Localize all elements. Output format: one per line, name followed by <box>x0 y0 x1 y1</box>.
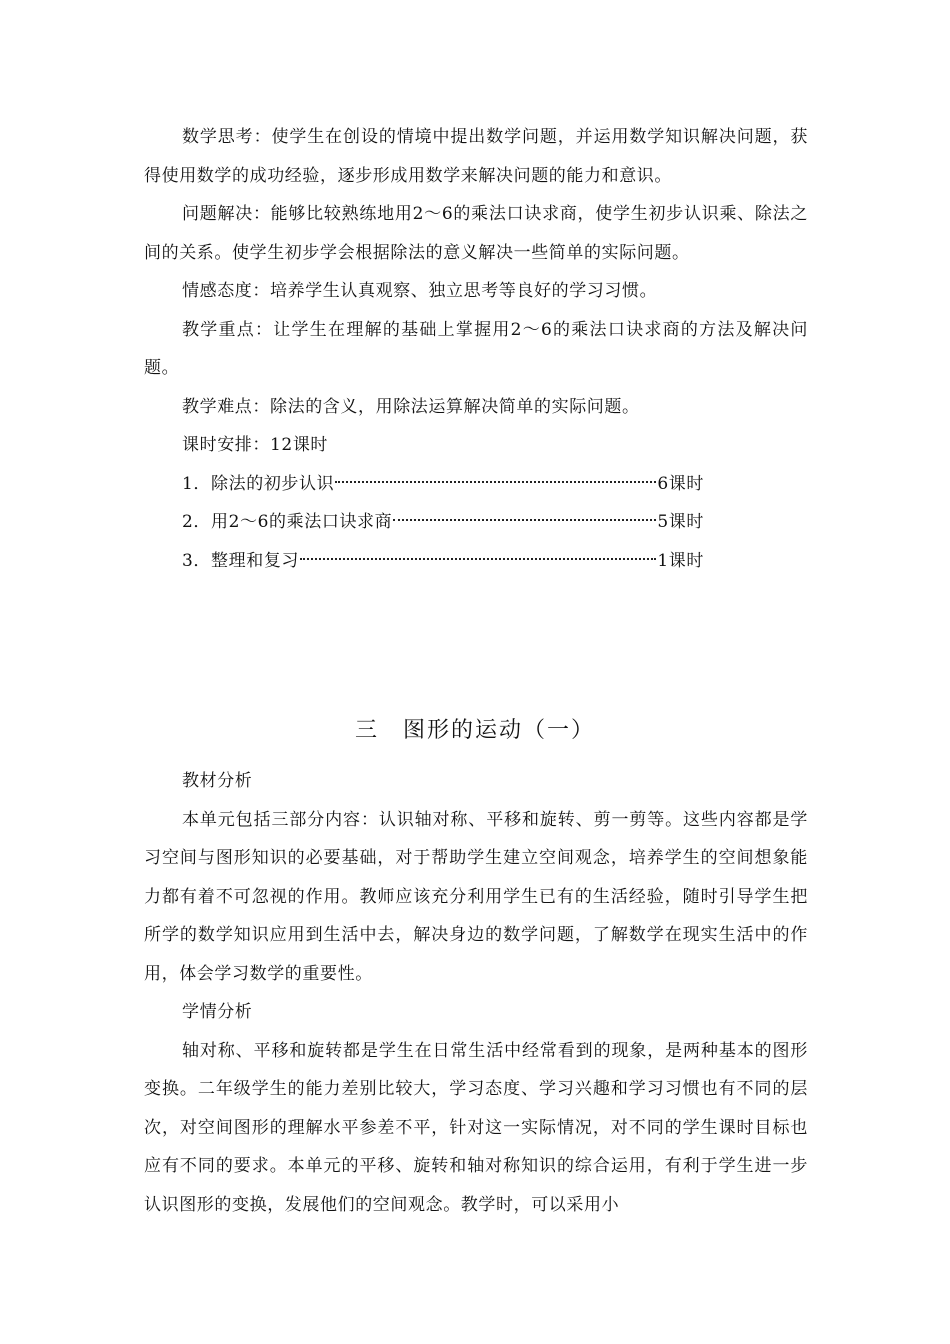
schedule-item-label: 2．用2～6的乘法口诀求商 <box>182 512 393 532</box>
goal-math-thinking: 数学思考：使学生在创设的情境中提出数学问题，并运用数学知识解决问题，获得使用数学的成功经验，逐步形成用数学来解决问题的能力和意识。 <box>144 127 808 186</box>
chapter-analysis-section <box>144 762 808 1224</box>
schedule-item-hours: 6课时 <box>657 473 704 494</box>
teaching-key-point: 教学重点：让学生在理解的基础上掌握用2～6的乘法口诀求商的方法及解决问题。 <box>144 319 808 378</box>
dot-leader <box>393 519 656 521</box>
schedule-item-label: 3．整理和复习 <box>182 550 300 571</box>
teaching-goals-section <box>144 118 808 580</box>
schedule-item-hours: 5课时 <box>657 512 704 532</box>
schedule-item <box>182 465 704 504</box>
schedule-item-hours: 1课时 <box>657 550 704 571</box>
material-analysis-heading: 教材分析 <box>182 771 253 791</box>
teaching-difficulty: 教学难点：除法的含义，用除法运算解决简单的实际问题。 <box>182 396 640 417</box>
lesson-schedule-heading: 课时安排：12课时 <box>182 435 329 455</box>
schedule-item <box>182 542 704 581</box>
material-analysis-text: 本单元包括三部分内容：认识轴对称、平移和旋转、剪一剪等。这些内容都是学习空间与图形知识的必要基础，对于帮助学生建立空间观念，培养学生的空间想象能力都有着不可忽视的作用。教师应该充分利用学生已有的生活经验，随时引导学生把所学的数学知识应用到生活中去，解决身边的数学问题，了解数学在现实生活中的作用，体会学习数学的重要性。 <box>144 809 808 984</box>
chapter-title: 三 图形的运动（一） <box>354 718 595 743</box>
schedule-item <box>182 503 704 542</box>
student-analysis-text: 轴对称、平移和旋转都是学生在日常生活中经常看到的现象，是两种基本的图形变换。二年级学生的能力差别比较大，学习态度、学习兴趣和学习习惯也有不同的层次，对空间图形的理解水平参差不平，针对这一实际情况，对不同的学生课时目标也应有不同的要求。本单元的平移、旋转和轴对称知识的综合运用，有利于学生进一步认识图形的变换，发展他们的空间观念。教学时，可以采用小 <box>144 1040 808 1215</box>
goal-problem-solving: 问题解决：能够比较熟练地用2～6的乘法口诀求商，使学生初步认识乘、除法之间的关系。使学生初步学会根据除法的意义解决一些简单的实际问题。 <box>144 204 808 263</box>
goal-attitude: 情感态度：培养学生认真观察、独立思考等良好的学习习惯。 <box>182 281 658 301</box>
schedule-item-label: 1．除法的初步认识 <box>182 473 335 494</box>
student-analysis-heading: 学情分析 <box>182 1002 253 1022</box>
dot-leader <box>300 558 656 560</box>
dot-leader <box>335 481 656 483</box>
